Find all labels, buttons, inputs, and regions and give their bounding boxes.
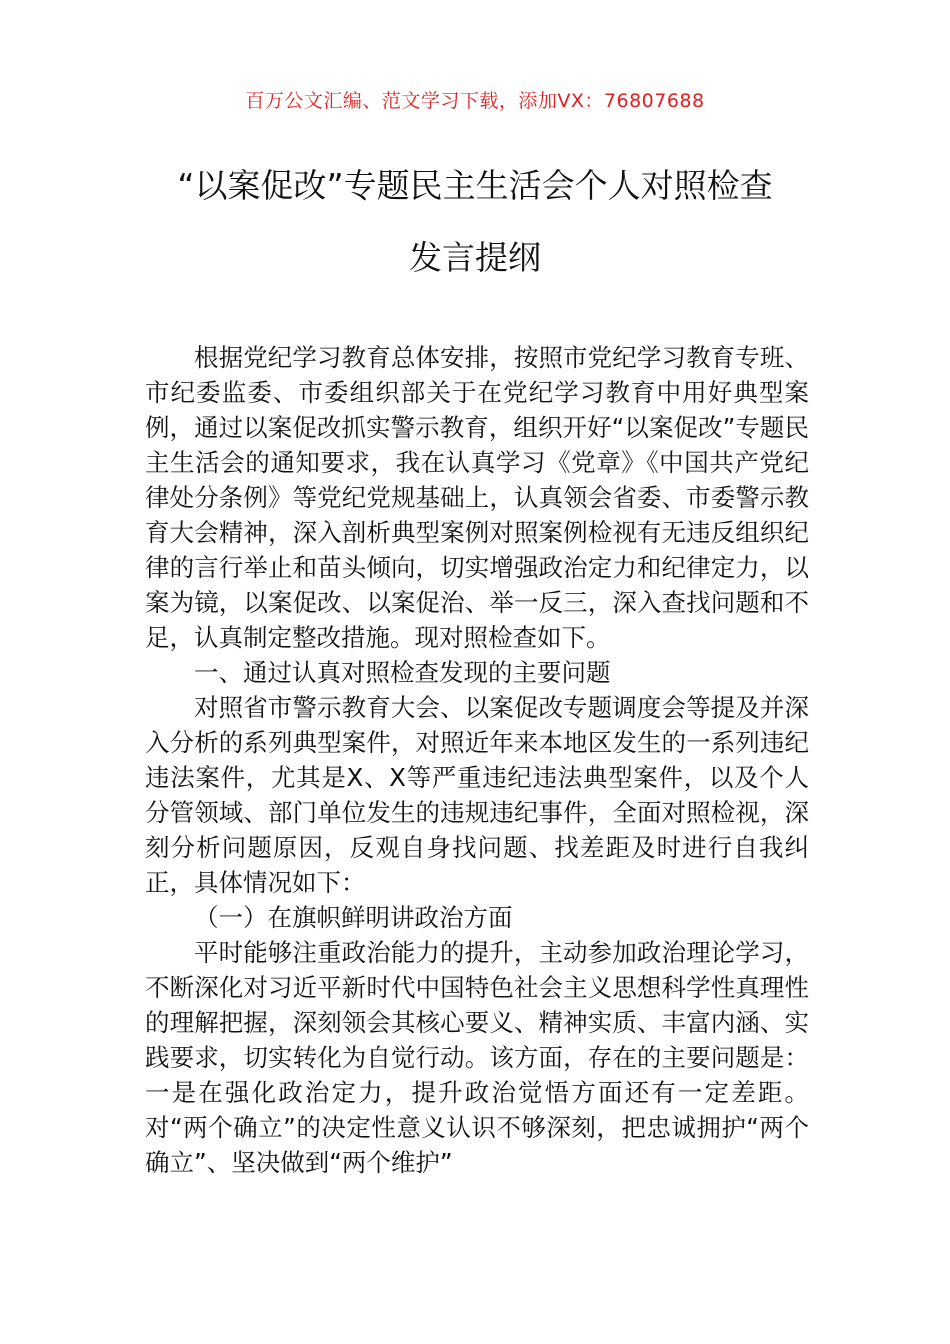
body-paragraph: 平时能够注重政治能力的提升，主动参加政治理论学习，不断深化对习近平新时代中国特色社会主义思想科学性真理性的理解把握，深刻领会其核心要义、精神实质、丰富内涵、实践要求，切实转化为自觉行动。该方面，存在的主要问题是：一是在强化政治定力，提升政治觉悟方面还有一定差距。对“两个确立”的决定性意义认识不够深刻，把忠诚拥护“两个确立”、坚决做到“两个维护”	[145, 938, 809, 1177]
section-heading-1: 一、通过认真对照检查发现的主要问题	[194, 658, 611, 687]
body-paragraph: 对照省市警示教育大会、以案促改专题调度会等提及并深入分析的系列典型案件，对照近年来本地区发生的一系列违纪违法案件，尤其是X、X等严重违纪违法典型案件，以及个人分管领域、部门单位发生的违规违纪事件，全面对照检视，深刻分析问题原因，反观自身找问题、找差距及时进行自我纠正，具体情况如下：	[145, 693, 809, 897]
document-body	[145, 340, 809, 1180]
title-line-2: 发言提纲	[409, 238, 541, 277]
watermark-text: 百万公文汇编、范文学习下载，添加VX：76807688	[245, 90, 705, 112]
document-title	[0, 150, 950, 294]
title-line-1: “以案促改”专题民主生活会个人对照检查	[177, 166, 773, 205]
subsection-heading-1: （一）在旗帜鲜明讲政治方面	[194, 903, 513, 932]
intro-paragraph: 根据党纪学习教育总体安排，按照市党纪学习教育专班、市纪委监委、市委组织部关于在党纪学习教育中用好典型案例，通过以案促改抓实警示教育，组织开好“以案促改”专题民主生活会的通知要求，我在认真学习《党章》《中国共产党纪律处分条例》等党纪党规基础上，认真领会省委、市委警示教育大会精神，深入剖析典型案例对照案例检视有无违反组织纪律的言行举止和苗头倾向，切实增强政治定力和纪律定力，以案为镜，以案促改、以案促治、举一反三，深入查找问题和不足，认真制定整改措施。现对照检查如下。	[145, 343, 809, 652]
